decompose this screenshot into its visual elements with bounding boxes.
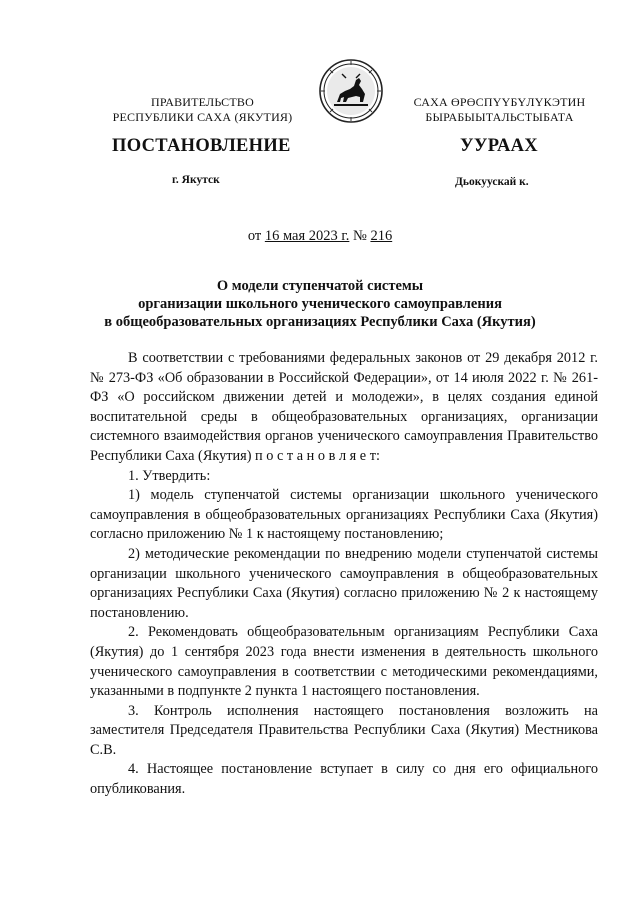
title-line-2: организации школьного ученического самоуправления [138, 296, 502, 312]
document-title [60, 277, 580, 331]
document-body [90, 349, 598, 800]
right-org-line-1: САХА ӨРӨСПҮҮБҮЛҮКЭТИН [413, 95, 586, 109]
right-place: Дьокуускай к. [455, 176, 529, 188]
item-2-paragraph: 2. Рекомендовать общеобразовательным организациям Республики Саха (Якутия) до 1 сентября 2023 года внести изменения в деятельность школьного ученического самоуправления в соответствии с методическими рекомендациями, указанными в подпункте 2 пункта 1 настоящего постановления. [90, 624, 598, 700]
left-org-name [95, 95, 310, 125]
left-doc-type: ПОСТАНОВЛЕНИЕ [112, 136, 291, 156]
document-date: 16 мая 2023 г. [264, 228, 350, 244]
left-org-line-1: ПРАВИТЕЛЬСТВО [151, 95, 254, 109]
item-1-2-paragraph: 2) методические рекомендации по внедрению модели ступенчатой системы организации школьного ученического самоуправления в общеобразовательных организациях Республики Саха (Якутия) согласно приложению № 2 к настоящему постановлению. [90, 545, 598, 621]
date-line [0, 228, 640, 245]
document-number: 216 [370, 228, 393, 244]
left-org-line-2: РЕСПУБЛИКИ САХА (ЯКУТИЯ) [112, 110, 293, 124]
item-1-heading: 1. Утвердить: [128, 467, 211, 484]
number-sign: № [352, 228, 367, 244]
left-place: г. Якутск [172, 174, 220, 186]
title-line-1: О модели ступенчатой системы [216, 278, 424, 294]
right-doc-type: УУРААХ [460, 136, 538, 156]
item-3-paragraph: 3. Контроль исполнения настоящего постановления возложить на заместителя Председателя Правительства Республики Саха (Якутия) Местникова С.В. [90, 702, 598, 758]
title-line-3: в общеобразовательных организациях Республики Саха (Якутия) [104, 314, 536, 330]
item-1-1-paragraph: 1) модель ступенчатой системы организации школьного ученического самоуправления в общеобразовательных организациях Республики Саха (Якутия) согласно приложению № 1 к настоящему постановлению; [90, 487, 598, 543]
coat-of-arms-icon [318, 58, 384, 124]
item-4-paragraph: 4. Настоящее постановление вступает в силу со дня его официального опубликования. [90, 761, 598, 798]
preamble-paragraph: В соответствии с требованиями федеральных законов от 29 декабря 2012 г. № 273-ФЗ «Об образовании в Российской Федерации», от 14 июля 2022 г. № 261-ФЗ «О российском движении детей и молодежи», в целях создания единой воспитательной среды в общеобразовательных организациях, организации системного взаимодействия органов ученического самоуправления Правительство Республики Саха (Якутия) п о с т а н о в л я е т: [90, 350, 598, 464]
date-prefix: от [247, 228, 262, 244]
right-org-name [392, 95, 607, 125]
right-org-line-2: БЫРАБЫЫТАЛЬСТЫБАТА [425, 110, 574, 124]
